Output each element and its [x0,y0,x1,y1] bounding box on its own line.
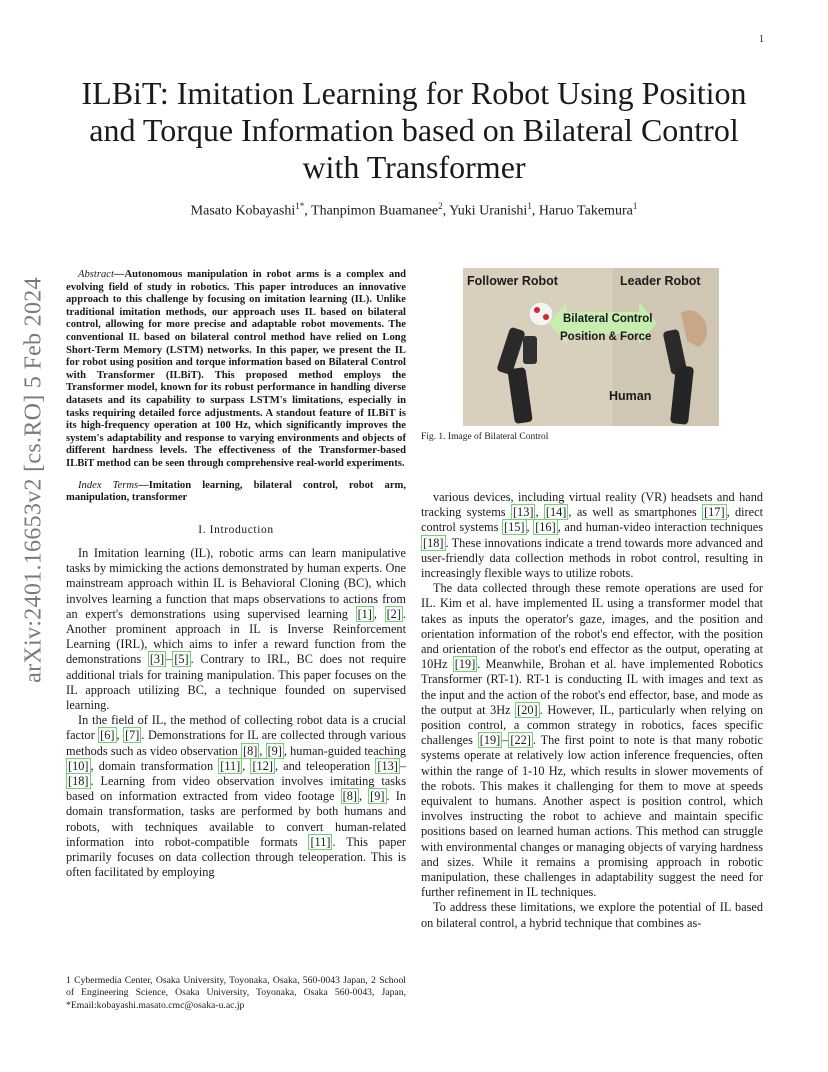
section-heading: I. Introduction [198,523,274,536]
citation-link[interactable]: [15] [504,520,525,535]
citation-link[interactable]: [19] [454,657,476,672]
author-affiliation: 2 [438,201,443,211]
ball-icon [529,302,553,326]
citation-link[interactable]: [17] [704,505,725,520]
leader-robot-label: Leader Robot [620,274,701,288]
citation-link[interactable]: [9] [267,743,282,758]
follower-robot-label: Follower Robot [467,274,558,288]
arxiv-sidebar [14,277,54,683]
author-name: Haruo Takemura [538,203,633,219]
paper-title: ILBiT: Imitation Learning for Robot Using Position and Torque Information based on Bilateral Control with Transformer [81,75,747,185]
citation-link[interactable]: [8] [242,743,258,758]
author-list: Masato Kobayashi$^{1*}$, Thanpimon Buamanee$^2$, Yuki Uranishi$^1$, Haruo Takemura$^1$ [190,201,638,219]
citation-link[interactable]: [16] [535,520,556,535]
page-number: 1 [759,34,764,45]
left-column [66,269,406,880]
abstract-label: Abstract [78,269,114,280]
right-column [421,490,763,931]
abstract-text: —Autonomous manipulation in robot arms is a complex and evolving field of study in robotics. This paper introduces an innovative approach to this challenge by focusing on imitation learning (IL). Unlike traditional imitation methods, our approach uses IL based on bilateral control, allowing for more precise and adaptable robot movements. The conventional IL based on bilateral control method have relied on Long Short-Term Memory (LSTM) networks. In this paper, we present the IL for robot using position and torque information based on Bilateral Control with Transformer (ILBiT). This proposed method employs the Transformer model, known for its robust performance in handling diverse datasets and its capability to surpass LSTM's limitations, especially in tasks requiring detailed force adjustments. A standout feature of ILBiT is its high-frequency operation at 100 Hz, which significantly improves the system's adaptability and response to varying environments and objects of different hardness levels. The effectiveness of the Transformer-based ILBiT method can be seen through comprehensive real-world experiments. [66,269,406,469]
body-paragraph: In Imitation learning (IL), robotic arms can learn manipulative tasks by mimicking the actions demonstrated by human experts. One mainstream approach within IL is Behavioral Cloning (BC), which involves learning a function that maps observations to actions from an expert's demonstrations using supervised learning [1] , [2] . Another prominent approach in IL is Inverse Reinforcement Learning (IRL), which aims to infer a reward function from the demonstrations [3] – [5] . Contrary to IRL, BC does not require additional trials for training manipulation. This paper focuses on the IL approach utilizing BC, a technique founded on supervised learning. [66,545,407,712]
position-force-label: Position & Force [560,331,652,343]
author-name: Masato Kobayashi [190,203,296,219]
citation-link[interactable]: [18] [68,773,89,788]
citation-link[interactable]: [5] [174,652,189,667]
citation-link[interactable]: [20] [517,702,538,717]
citation-link[interactable]: [19] [479,733,501,748]
author-affiliation: 1 [527,201,532,211]
author-name: Yuki Uranishi [449,203,528,219]
citation-link[interactable]: [2] [386,606,401,621]
citation-link[interactable]: [6] [100,728,115,743]
bilateral-control-label: Bilateral Control [563,313,653,325]
citation-link[interactable]: [18] [423,535,444,550]
citation-link[interactable]: [13] [512,505,534,520]
body-paragraph: various devices, including virtual reality (VR) headsets and hand tracking systems [13] , [14] , as well as smartphones [17] , direct control systems [15] , [16] , and human-video interaction techniques [18] . These innovations indicate a trend towards more advanced and user-friendly data collection methods in robot control, resulting in increasingly flexible ways to utilize robots. [421,490,763,581]
figure-artwork [463,268,719,426]
body-paragraph: The data collected through these remote operations are used for IL. Kim et al. have implemented IL using a transformer model that takes as inputs the operator's gaze, images, and the position and orientation information of the robot's end effector, with the position and orientation of the robot's end effector as the output, operating at 10Hz [19] . Meanwhile, Brohan et al. have implemented Robotics Transformer (RT-1). RT-1 is conducting IL with images and text as the input and the action of the robot's end effector, base, and mode as the output at 3Hz [20] . However, IL, particularly when relying on position control, a common strategy in robotics, faces specific challenges [19] – [22] . The first point to note is that many robotic systems operate at relatively low action inference frequencies, often within the range of 1-10 Hz, which results in slower movements of the robots. This makes it challenging for them to move at speeds equivalent to humans. Another aspect is position control, which involves instructing the robot to achieve and maintain specific positions based on learned human actions. This method can struggle with environmental changes or managing objects of varying hardness and sizes. While it remains a promising approach in robotic manipulation, these challenges in adaptability suggest the need for further refinement in IL techniques. [421,581,764,900]
affiliation-footnote: 1 Cybermedia Center, Osaka University, Toyonaka, Osaka, 560-0043 Japan, 2 School of Engineering Science, Osaka University, Toyonaka, Osaka 560-0043, Japan, *Email:kobayashi.masato.cmc@osaka-u.ac.jp [66,975,406,1011]
citation-link[interactable]: [3] [149,652,165,667]
index-terms [66,480,406,505]
left-paragraphs [66,546,406,880]
citation-link[interactable]: [11] [310,834,331,849]
citation-link[interactable]: [10] [68,758,89,773]
index-terms-text: —Imitation learning, bilateral control, robot arm, manipulation, transformer [66,479,406,504]
author-name: Thanpimon Buamanee [311,203,439,219]
citation-link[interactable]: [12] [252,758,273,773]
author-affiliation: 1 [632,201,638,211]
citation-link[interactable]: [14] [545,505,567,520]
arxiv-identifier: arXiv:2401.16653v2 [cs.RO] 5 Feb 2024 [20,277,47,683]
body-paragraph: In the field of IL, the method of collecting robot data is a crucial factor [6] , [7] . Demonstrations for IL are collected through various methods such as video observation [8] , [9] , human-guided teaching [10] , domain transformation [11] , [12] , and teleoperation [13] –[18] . Learning from video observation involves imitating tasks based on information extracted from video footage [8] , [9] . In domain transformation, tasks are performed by both humans and robots, with techniques available to convert human-related information into robot-compatible formats [11] . This paper primarily focuses on data collection through teleoperation. This is often facilitated by employing [66,713,407,880]
figure-bilateral-control [463,268,719,426]
citation-link[interactable]: [7] [125,728,140,743]
citation-link[interactable]: [13] [377,758,398,773]
right-paragraphs [421,490,763,931]
figure-caption: Fig. 1. Image of Bilateral Control [421,432,549,442]
citation-link[interactable]: [1] [357,606,372,621]
citation-link[interactable]: [11] [220,758,241,773]
citation-link[interactable]: [22] [510,733,531,748]
index-terms-label: Index Terms [78,479,139,491]
body-paragraph: To address these limitations, we explore the potential of IL based on bilateral control, a hybrid technique that combines as- [421,900,763,930]
citation-link[interactable]: [8] [342,789,357,804]
abstract [66,269,406,471]
human-label: Human [609,389,652,403]
author-affiliation: 1* [295,201,305,211]
citation-link[interactable]: [9] [370,789,385,804]
